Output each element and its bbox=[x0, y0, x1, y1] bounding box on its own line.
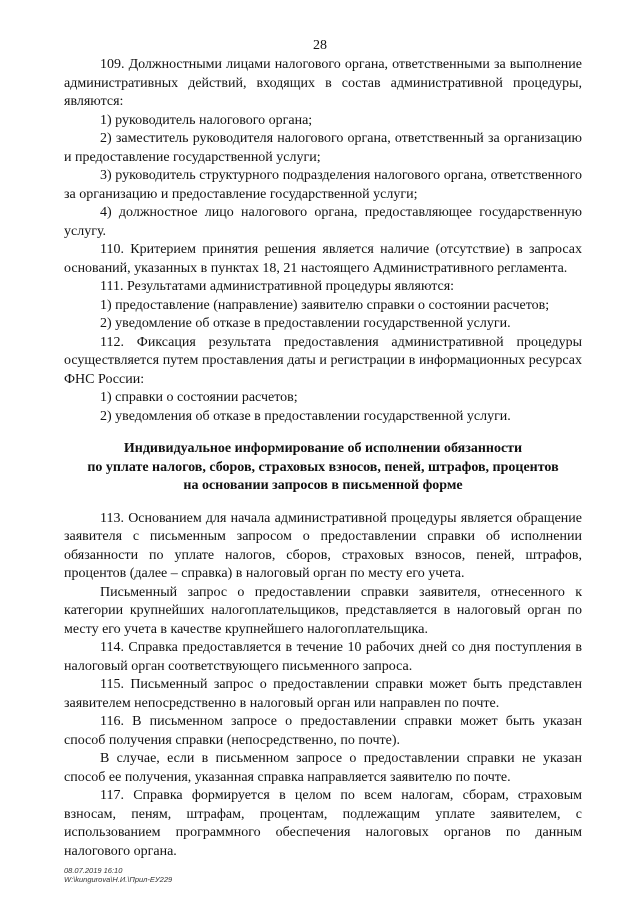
section-heading-line-1: Индивидуальное информирование об исполнении обязанности bbox=[123, 441, 523, 456]
paragraph-109: 109. Должностными лицами налогового органа, ответственными за выполнение административных действий, входящих в состав административной процедуры, являются: bbox=[64, 57, 582, 109]
list-item-109-1: 1) руководитель налогового органа; bbox=[100, 112, 313, 128]
paragraph-110: 110. Критерием принятия решения является наличие (отсутствие) в запросах оснований, указанных в пунктах 18, 21 настоящего Административного регламента. bbox=[64, 242, 582, 276]
list-item-109-3: 3) руководитель структурного подразделения налогового органа, ответственного за организацию и предоставление государственной услуги; bbox=[64, 168, 582, 202]
list-item-111-1: 1) предоставление (направление) заявителю справки о состоянии расчетов; bbox=[100, 297, 550, 313]
list-item-109-4: 4) должностное лицо налогового органа, предоставляющее государственную услугу. bbox=[64, 205, 582, 239]
list-item-112-2: 2) уведомления об отказе в предоставлении государственной услуги. bbox=[100, 408, 511, 424]
paragraph-117: 117. Справка формируется в целом по всем налогам, сборам, страховым взносам, пеням, штрафам, процентам, подлежащим уплате заявителем, с использованием программного обеспечения налоговых органов по данным налогового органа. bbox=[64, 788, 582, 859]
list-item-112-1: 1) справки о состоянии расчетов; bbox=[100, 390, 298, 405]
paragraph-113: 113. Основанием для начала административной процедуры является обращение заявителя с письменным запросом о предоставлении справки об исполнении обязанности по уплате налогов, сборов, страховых взносов, пеней, штрафов, процентов (далее – справка) в налоговый орган по месту его учета. bbox=[64, 510, 582, 581]
paragraph-112: 112. Фиксация результата предоставления административной процедуры осуществляется путем проставления даты и регистрации в информационных ресурсах ФНС России: bbox=[64, 334, 582, 387]
list-item-109-2: 2) заместитель руководителя налогового органа, ответственный за организацию и предоставление государственной услуги; bbox=[64, 131, 582, 165]
list-item-111-2: 2) уведомление об отказе в предоставлении государственной услуги. bbox=[100, 316, 511, 331]
document-body bbox=[64, 56, 582, 861]
paragraph-116: 116. В письменном запросе о предоставлении справки может быть указан способ получения справки (непосредственно, по почте). bbox=[64, 714, 582, 748]
section-heading bbox=[64, 440, 582, 496]
paragraph-116-continued: В случае, если в письменном запросе о предоставлении справки не указан способ ее получения, указанная справка направляется заявителю по почте. bbox=[64, 751, 582, 785]
page-number: 28 bbox=[313, 38, 327, 53]
section-heading-line-2: по уплате налогов, сборов, страховых взносов, пеней, штрафов, процентов bbox=[87, 459, 559, 475]
paragraph-115: 115. Письменный запрос о предоставлении справки может быть представлен заявителем непосредственно в налоговый орган или направлен по почте. bbox=[64, 677, 582, 711]
paragraph-113-continued: Письменный запрос о предоставлении справки заявителя, отнесенного к категории крупнейших налогоплательщиков, представляется в налоговый орган по месту его учета в качестве крупнейшего налогоплательщика. bbox=[64, 584, 582, 637]
section-heading-line-3: на основании запросов в письменной форме bbox=[183, 478, 463, 493]
document-footer bbox=[64, 866, 172, 884]
paragraph-114: 114. Справка предоставляется в течение 10 рабочих дней со дня поступления в налоговый орган соответствующего письменного запроса. bbox=[64, 640, 582, 674]
footer-file-path: W:\kungurova\Н.И.\Прил-ЕУ229 bbox=[64, 875, 173, 884]
paragraph-111: 111. Результатами административной процедуры являются: bbox=[100, 279, 455, 294]
footer-timestamp: 08.07.2019 16:10 bbox=[64, 866, 123, 875]
